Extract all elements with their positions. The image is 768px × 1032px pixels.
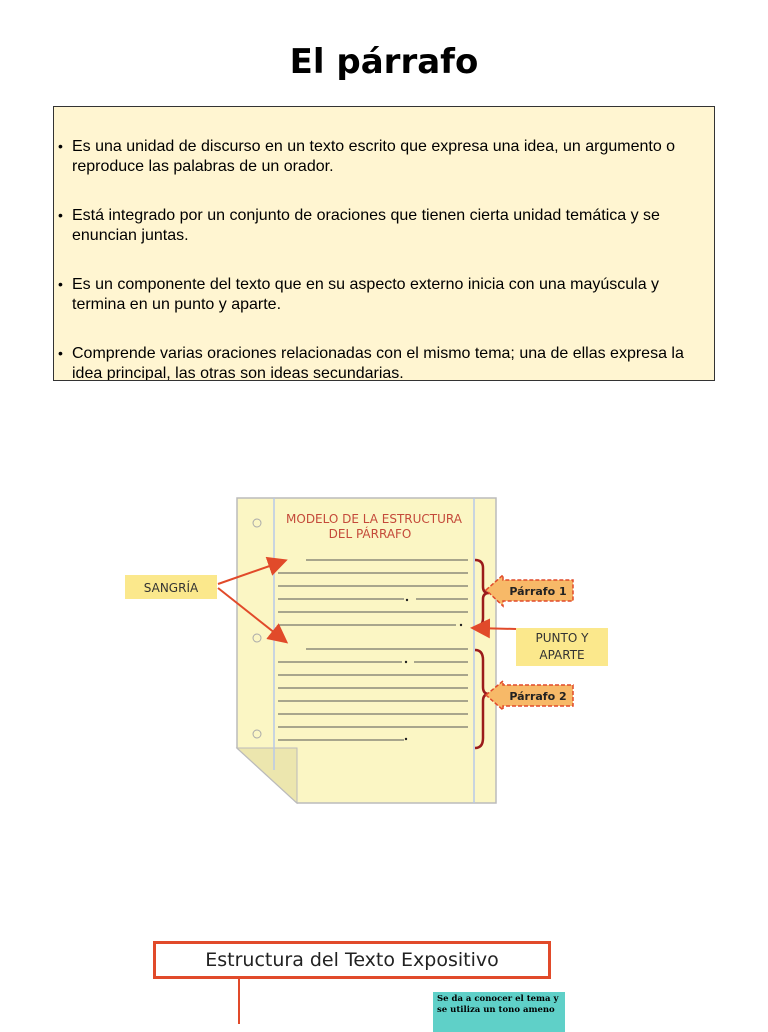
parrafo-1-label: Párrafo 1: [509, 585, 567, 598]
sangria-label: SANGRÍA: [143, 581, 199, 595]
punto-aparte-label: APARTE: [539, 648, 585, 662]
list-item: • Está integrado por un conjunto de oraciones que tienen cierta unidad temática y se enuncian juntas.: [58, 206, 706, 246]
page-fold: [237, 748, 297, 803]
expository-title: Estructura del Texto Expositivo: [153, 941, 551, 979]
list-item: • Es un componente del texto que en su aspecto externo inicia con una mayúscula y termina en un punto y aparte.: [58, 275, 706, 315]
parrafo-2-label: Párrafo 2: [509, 690, 567, 703]
expository-note: Se da a conocer el tema y se utiliza un tono ameno: [433, 992, 565, 1032]
page-title: El párrafo: [289, 42, 479, 82]
period-dot: [405, 661, 407, 663]
diagram-heading: DEL PÁRRAFO: [328, 527, 412, 541]
period-dot: [406, 599, 408, 601]
punto-aparte-arrow: [474, 628, 516, 629]
punto-aparte-label: PUNTO Y: [535, 631, 589, 645]
diagram-heading: MODELO DE LA ESTRUCTURA: [286, 512, 462, 526]
connector-line: [238, 979, 240, 1024]
period-dot: [405, 738, 407, 740]
period-dot: [460, 624, 462, 626]
list-item: • Comprende varias oraciones relacionadas con el mismo tema; una de ellas expresa la idea principal, las otras son ideas secundarias.: [58, 344, 706, 381]
list-item: • Es una unidad de discurso en un texto escrito que expresa una idea, un argumento o reproduce las palabras de un orador.: [58, 137, 706, 177]
